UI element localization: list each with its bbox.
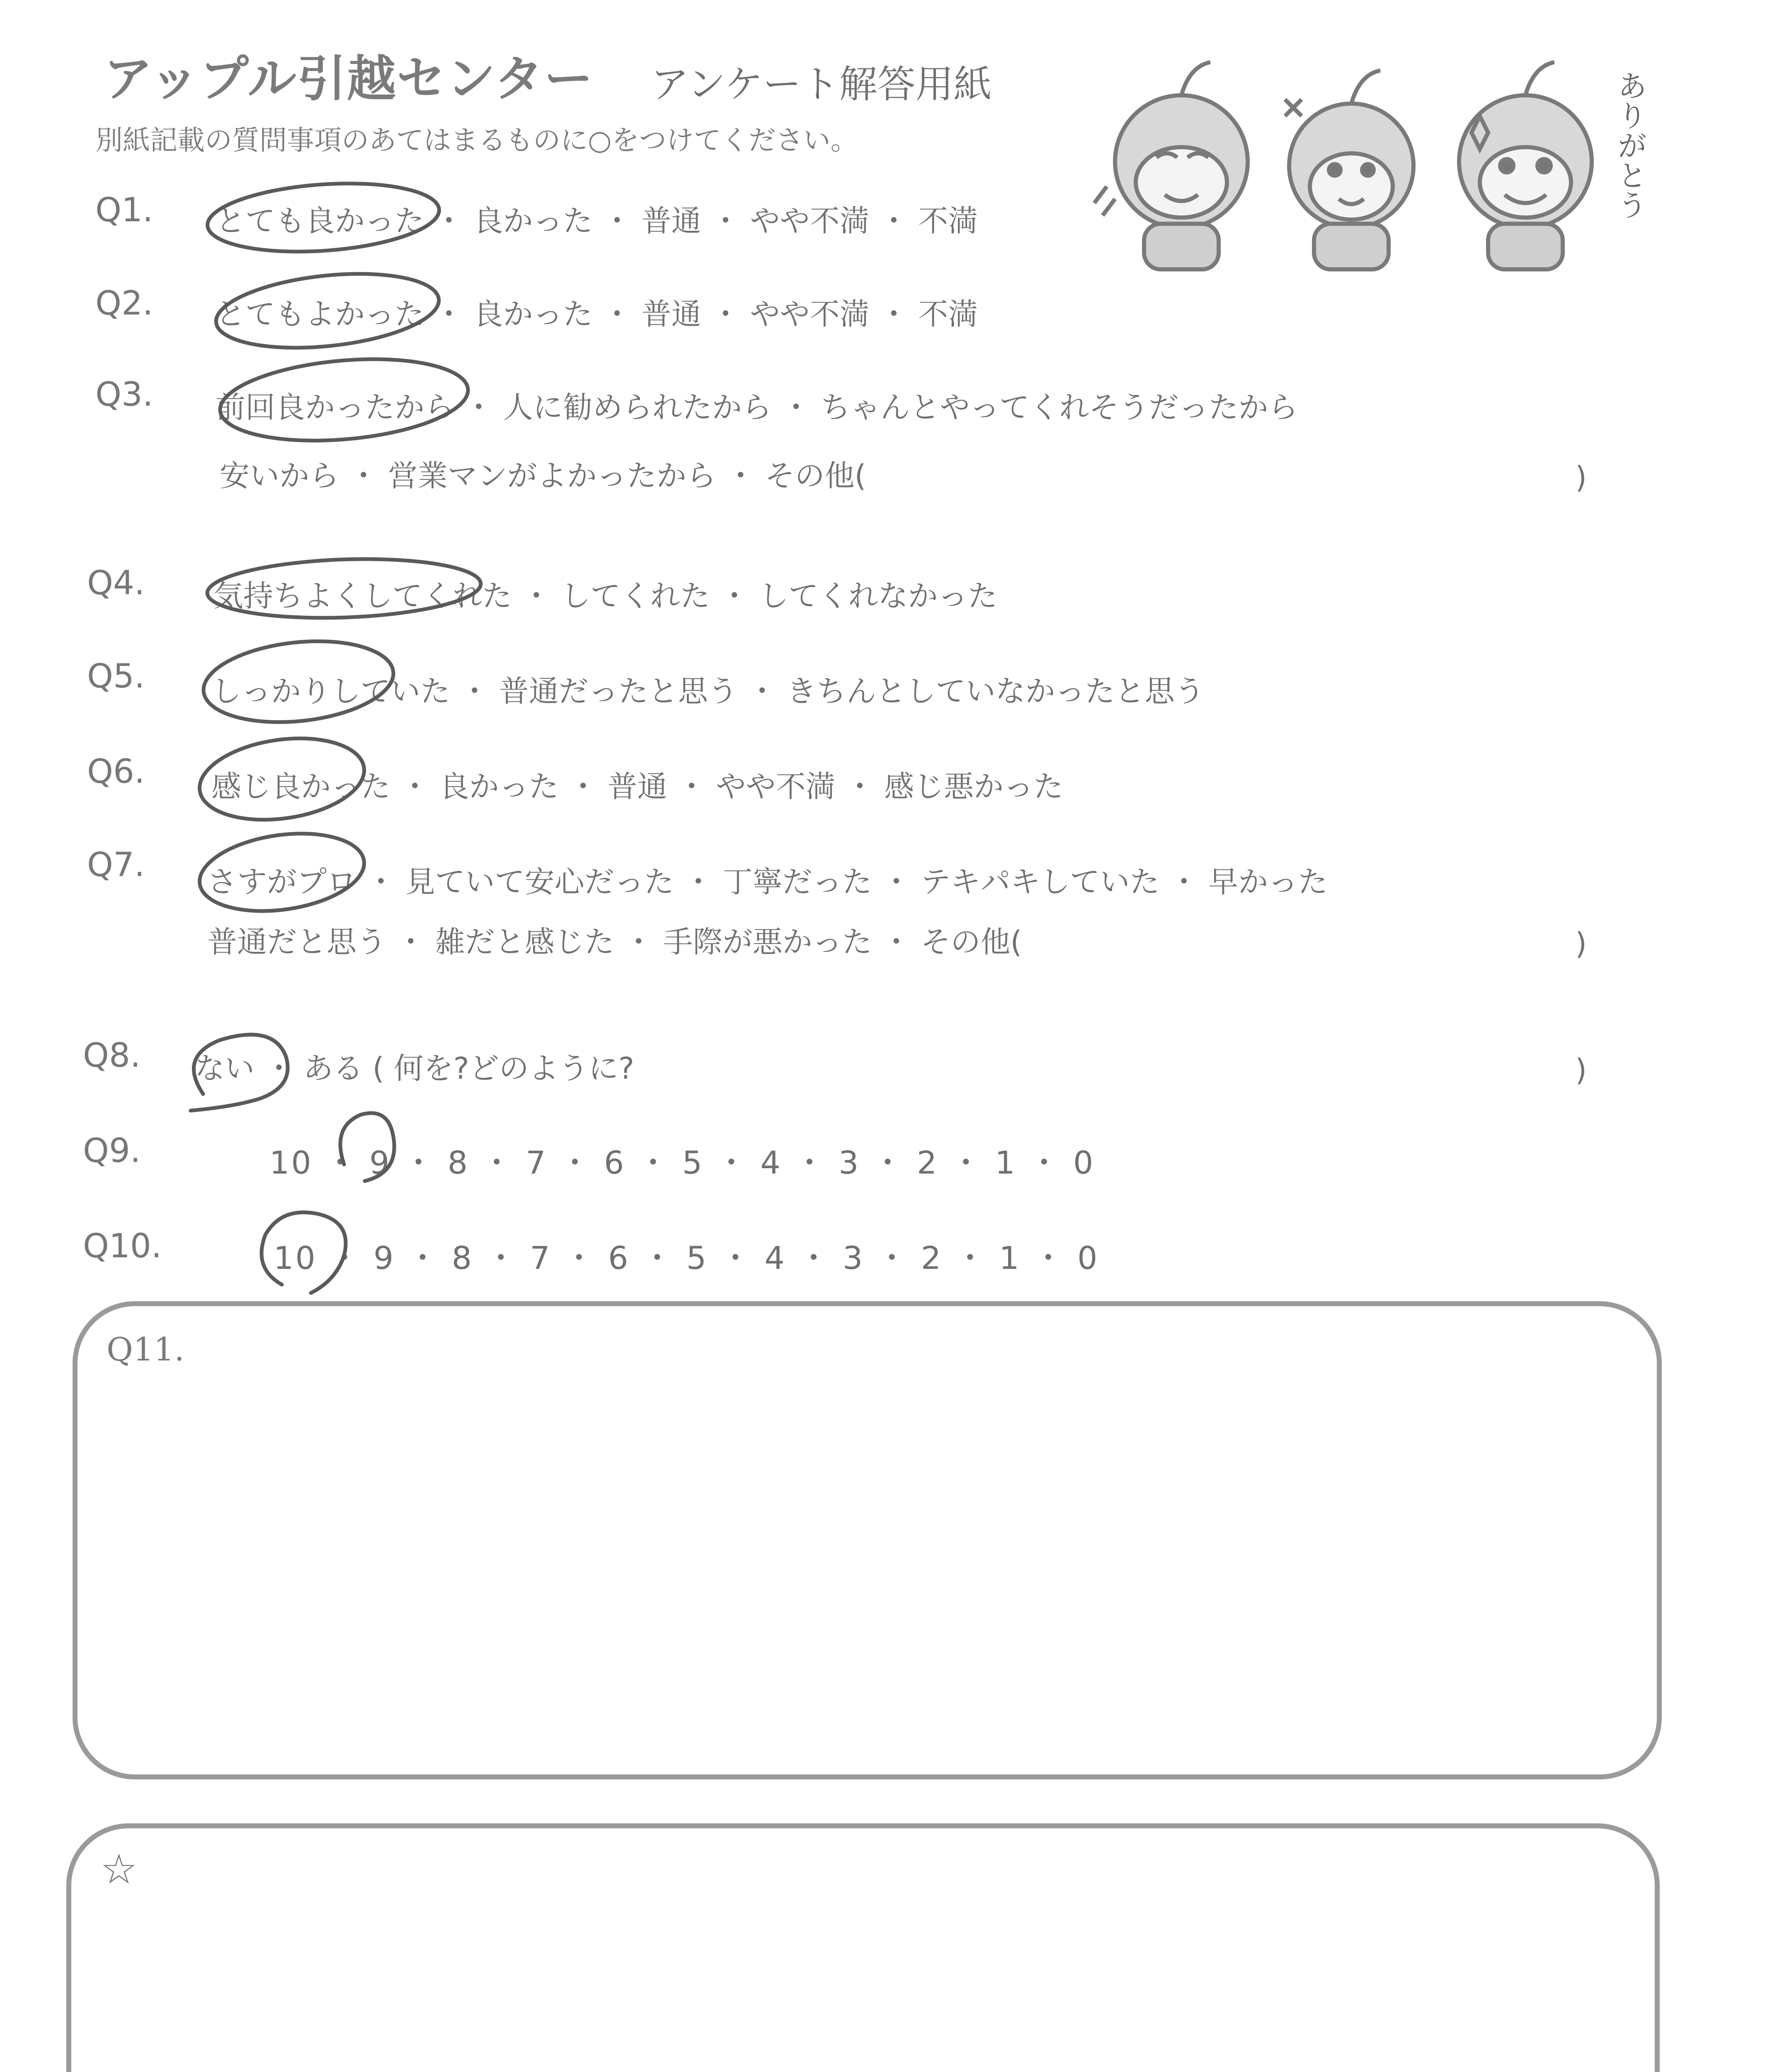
q3-options-line1: 前回良かったから ・ 人に勧められたから ・ ちゃんとやってくれそうだったから	[216, 390, 1298, 425]
circle-mark-q4	[206, 555, 482, 622]
circle-mark-q9	[340, 1113, 394, 1181]
q6-label: Q6.	[87, 752, 145, 791]
q4-label: Q4.	[87, 564, 145, 602]
q8-options: ない ・ ある ( 何を?どのように?	[195, 1051, 635, 1086]
q6-options: 感じ良かった ・ 良かった ・ 普通 ・ やや不満 ・ 感じ悪かった	[211, 769, 1064, 804]
circle-mark-q1	[205, 177, 441, 259]
form-title: アップル引越センター	[104, 50, 594, 107]
q2-options: とてもよかった ・ 良かった ・ 普通 ・ やや不満 ・ 不満	[216, 297, 978, 332]
circle-mark-q10	[262, 1213, 346, 1293]
circle-mark-q2	[213, 264, 443, 358]
q8-label: Q8.	[83, 1036, 141, 1075]
circle-mark-q6	[194, 729, 370, 830]
q4-options: 気持ちよくしてくれた ・ してくれた ・ してくれなかった	[213, 579, 998, 613]
q10-label: Q10.	[83, 1227, 162, 1265]
circle-mark-q8	[191, 1035, 288, 1111]
q1-label: Q1.	[95, 191, 153, 229]
q7-options-line1: さすがプロ ・ 見ていて安心だった ・ 丁寧だった ・ テキパキしていた ・ 早かった	[207, 864, 1328, 899]
q7-label: Q7.	[87, 845, 145, 884]
q11-label: Q11.	[107, 1331, 184, 1368]
q7-close-paren: )	[1575, 926, 1587, 961]
q9-scale: 10 ・ 9 ・ 8 ・ 7 ・ 6 ・ 5 ・ 4 ・ 3 ・ 2 ・ 1 ・ 0	[269, 1144, 1095, 1181]
q10-scale: 10 ・ 9 ・ 8 ・ 7 ・ 6 ・ 5 ・ 4 ・ 3 ・ 2 ・ 1 ・ 0	[274, 1239, 1099, 1276]
circle-mark-q5	[199, 632, 397, 731]
q3-close-paren: )	[1575, 460, 1587, 495]
q7-options-line2: 普通だと思う ・ 雑だと感じた ・ 手際が悪かった ・ その他(	[207, 925, 1022, 959]
q5-label: Q5.	[87, 657, 145, 695]
circle-mark-q7	[194, 824, 369, 921]
q11-answer-box[interactable]	[73, 1301, 1662, 1779]
q3-options-line2: 安いから ・ 営業マンがよかったから ・ その他(	[220, 458, 866, 493]
q3-label: Q3.	[95, 375, 153, 414]
instruction-text: 別紙記載の質問事項のあてはまるものに○をつけてください。	[95, 124, 858, 156]
q5-options: しっかりしていた ・ 普通だったと思う ・ きちんとしていなかったと思う	[211, 674, 1205, 709]
mascot-caption: ありがとう	[1612, 70, 1647, 220]
form-subtitle: アンケート解答用紙	[651, 62, 992, 107]
comment-box[interactable]	[66, 1823, 1660, 2072]
q2-label: Q2.	[95, 284, 153, 322]
q9-label: Q9.	[83, 1131, 141, 1170]
star-icon: ☆	[100, 1845, 138, 1893]
q8-close-paren: )	[1575, 1053, 1587, 1087]
q1-options: とても良かった ・ 良かった ・ 普通 ・ やや不満 ・ 不満	[216, 203, 978, 238]
circle-mark-q3	[217, 350, 471, 450]
